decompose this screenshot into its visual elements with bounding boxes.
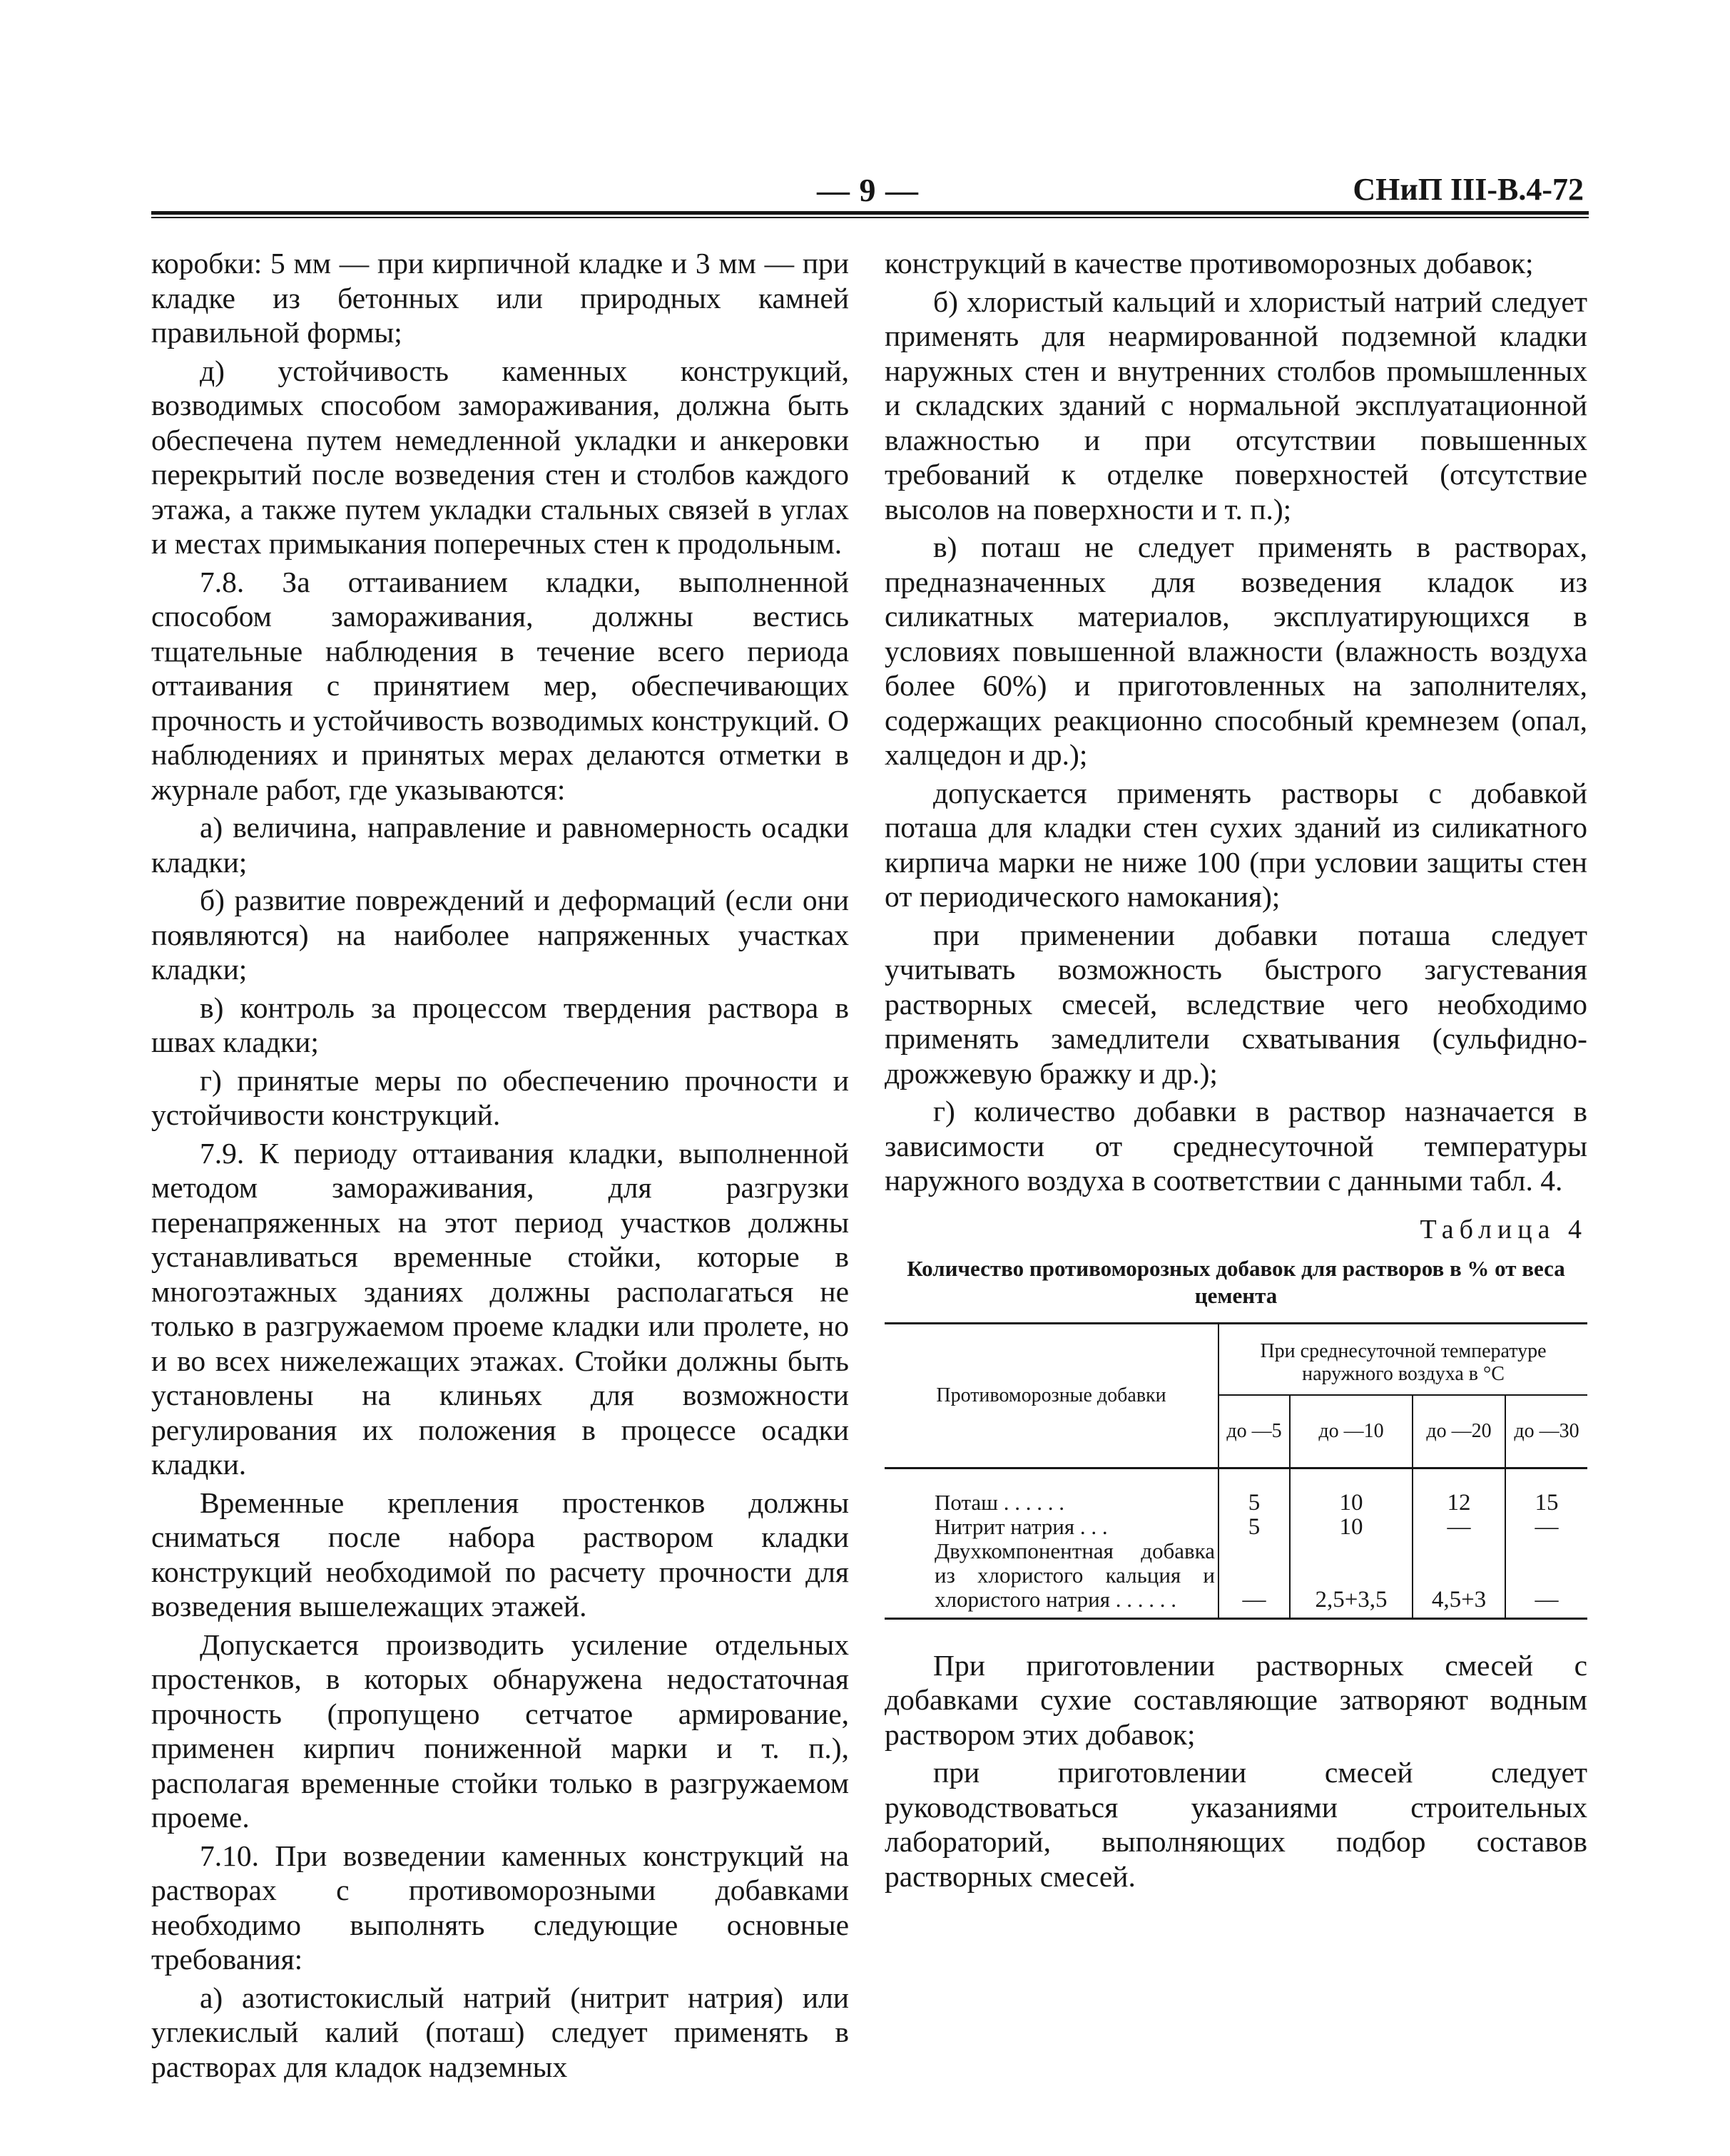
table-header-temp: до —5 [1218,1395,1290,1468]
paragraph: коробки: 5 мм — при кирпичной кладке и 3 мм — при кладке из бетонных или природных камней правильной формы; [151,247,849,349]
paragraph: д) устойчивость каменных конструкций, возводимых способом замораживания, должна быть обеспечена путем немедленной укладки и анкеровки перекрытий после возведения стен и столбов каждого этажа, а также путем укладки стальных связей в углах и местах примыкания поперечных стен к продольным. [151,354,849,560]
paragraph: при применении добавки поташа следует учитывать возможность быстрого загустевания растворных смесей, вследствие чего необходимо применять замедлители схватывания (сульфидно-дрожжевую бражку и др.); [885,918,1587,1090]
list-item: г) принятые меры по обеспечению прочности и устойчивости конструкций. [151,1063,849,1131]
table-cell-name: Поташ . . . . . . [935,1489,1065,1515]
table-header-additives: Противоморозные добавки [885,1323,1218,1468]
table-cell: — [1505,1515,1587,1539]
table-row [885,1515,1587,1539]
additives-table [885,1322,1587,1620]
header-rule [151,211,1589,215]
list-item: б) развитие повреждений и деформаций (если они появляются) на наиболее напряженных участках кладки; [151,884,849,986]
paragraph: Временные крепления простенков должны сниматься после набора раствором кладки конструкций необходимой по расчету прочности для возведения вышележащих этажей. [151,1486,849,1623]
table-cell-name: Нитрит натрия . . . [935,1513,1108,1539]
table-cell: — [1505,1539,1587,1619]
paragraph-7-9: 7.9. К периоду оттаивания кладки, выполненной методом замораживания, для разгрузки перенапряженных на этот период участков должны устанавливаться временные стойки, которые в многоэтажных зданиях должны располагаться не только в разгружаемом проеме кладки или пролете, но и во всех нижележащих этажах. Стойки должны быть установлены на клиньях для возможности регулирования их положения в процессе осадки кладки. [151,1136,849,1481]
table-cell-name: Двухкомпонентная добавка из хлористого кальция и хлористого натрия . . . . . . [885,1539,1218,1619]
list-item: г) количество добавки в раствор назначается в зависимости от среднесуточной температуры наружного воздуха в соответствии с данными табл. 4. [885,1095,1587,1197]
table-cell: 5 [1218,1468,1290,1515]
list-item: а) азотистокислый натрий (нитрит натрия) или углекислый калий (поташ) следует применять в растворах для кладок надземных [151,1981,849,2083]
table-label: Таблица 4 [1420,1214,1587,1245]
table-cell: — [1218,1539,1290,1619]
list-item: в) контроль за процессом твердения раствора в швах кладки; [151,991,849,1058]
table-header-temp: до —30 [1505,1395,1587,1468]
table-cell: 15 [1505,1468,1587,1515]
table-cell: — [1413,1515,1505,1539]
table-header-temperature: При среднесуточной температуре наружного воздуха в °С [1218,1323,1587,1395]
table-header-temp: до —10 [1290,1395,1413,1468]
paragraph-7-10: 7.10. При возведении каменных конструкций на растворах с противоморозными добавками необходимо выполнять следующие основные требования: [151,1839,849,1976]
table-cell: 10 [1290,1468,1413,1515]
paragraph: При приготовлении растворных смесей с добавками сухие составляющие затворяют водным раствором этих добавок; [885,1648,1587,1751]
list-item: в) поташ не следует применять в растворах, предназначенных для возведения кладок из силикатных материалов, эксплуатирующихся в условиях повышенной влажности (влажность воздуха более 60%) и приготовленных на заполнителях, содержащих реакционно способный кремнезем (опал, халцедон и др.); [885,531,1587,771]
table-row [885,1539,1587,1619]
list-item: б) хлористый кальций и хлористый натрий следует применять для неармированной подземной кладки наружных стен и внутренних столбов промышленных и складских зданий с нормальной эксплуатационной влажностью и при отсутствии повышенных требований к отделке поверхностей (отсутствие высолов на поверхности и т. п.); [885,285,1587,526]
paragraph: допускается применять растворы с добавкой поташа для кладки стен сухих зданий из силикатного кирпича марки не ниже 100 (при условии защиты стен от периодического намокания); [885,776,1587,913]
table-cell: 2,5+3,5 [1290,1539,1413,1619]
table-cell: 12 [1413,1468,1505,1515]
paragraph: при приготовлении смесей следует руководствоваться указаниями строительных лабораторий, выполняющих подбор составов растворных смесей. [885,1756,1587,1893]
list-item: а) величина, направление и равномерность осадки кладки; [151,811,849,879]
table-row [885,1468,1587,1515]
document-code: СНиП III-В.4-72 [1353,172,1584,207]
paragraph-7-8: 7.8. За оттаиванием кладки, выполненной способом замораживания, должны вестись тщательные наблюдения в течение всего периода оттаивания с принятием мер, обеспечивающих прочность и устойчивость возводимых конструкций. О наблюдениях и принятых мерах делаются отметки в журнале работ, где указываются: [151,565,849,806]
right-column [885,246,1587,1897]
table-cell: 5 [1218,1515,1290,1539]
table-header-temp: до —20 [1413,1395,1505,1468]
left-column [151,246,849,2088]
paragraph: Допускается производить усиление отдельных простенков, в которых обнаружена недостаточная прочность (пропущено сетчатое армирование, применен кирпич пониженной марки и т. п.), располагая временные стойки только в разгружаемом проеме. [151,1628,849,1834]
table-title: Количество противоморозных добавок для растворов в % от веса цемента [907,1255,1565,1308]
page-number: — 9 — [817,172,919,208]
paragraph: конструкций в качестве противоморозных добавок; [885,247,1534,280]
table-cell: 4,5+3 [1413,1539,1505,1619]
header-rule-thin [151,217,1589,218]
table-cell: 10 [1290,1515,1413,1539]
